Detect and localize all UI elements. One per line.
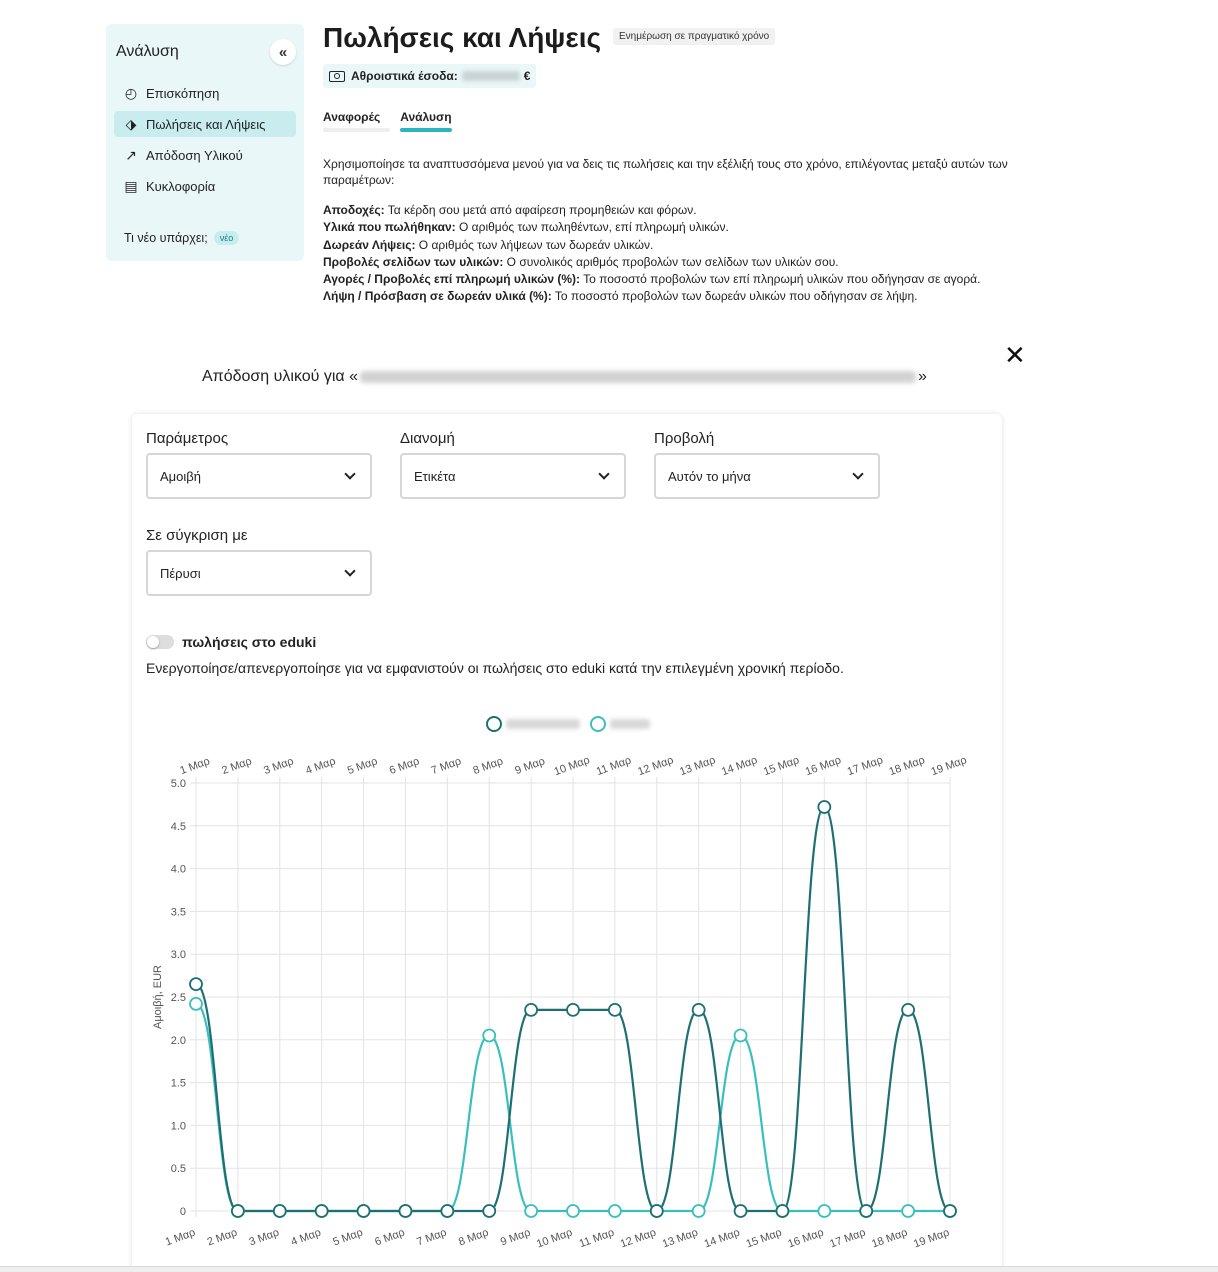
x-tick-label-top: 7 Μαρ xyxy=(429,755,463,778)
x-tick-label-top: 6 Μαρ xyxy=(387,755,422,778)
revenue-currency: € xyxy=(523,69,531,83)
data-point-series-1 xyxy=(399,1205,411,1217)
data-point-series-1 xyxy=(944,1205,956,1217)
y-tick-label: 4.5 xyxy=(170,820,186,833)
x-tick-label-bottom: 9 Μαρ xyxy=(498,1226,533,1249)
definition-text: Το ποσοστό προβολών των επί πληρωμή υλικών που οδήγησαν σε αγορά. xyxy=(580,272,981,287)
x-tick-label-bottom: 1 Μαρ xyxy=(163,1226,198,1249)
live-update-badge: Ενημέρωση σε πραγματικό χρόνο xyxy=(613,28,775,45)
trend-icon: ↗ xyxy=(125,146,137,163)
x-tick-label-top: 8 Μαρ xyxy=(471,755,505,778)
data-point-series-2 xyxy=(483,1030,495,1042)
sidebar-item-label: Κυκλοφορία xyxy=(146,178,216,194)
data-point-series-1 xyxy=(316,1205,328,1217)
x-tick-label-bottom: 6 Μαρ xyxy=(373,1226,407,1249)
y-tick-label: 0 xyxy=(179,1206,186,1218)
x-tick-label-bottom: 18 Μαρ xyxy=(870,1226,910,1251)
data-point-series-1 xyxy=(441,1205,453,1217)
x-tick-label-bottom: 15 Μαρ xyxy=(744,1226,784,1251)
description: Χρησιμοποίησε τα αναπτυσσόμενα μενού για να δεις τις πωλήσεις και την εξέλιξή τους στο χρόνο, επιλέγοντας μεταξύ αυτών των παραμέτρων: xyxy=(323,157,1008,187)
x-tick-label-bottom: 16 Μαρ xyxy=(786,1226,826,1251)
x-tick-label-bottom: 13 Μαρ xyxy=(660,1226,700,1251)
y-tick-label: 2.5 xyxy=(170,992,186,1004)
data-point-series-1 xyxy=(902,1004,914,1016)
data-point-series-1 xyxy=(567,1004,579,1016)
y-tick-label: 0.5 xyxy=(170,1163,186,1176)
data-point-series-1 xyxy=(190,978,202,990)
data-point-series-1 xyxy=(274,1205,286,1217)
sidebar-item-label: Πωλήσεις και Λήψεις xyxy=(146,116,266,132)
x-tick-label-top: 13 Μαρ xyxy=(678,754,718,779)
x-tick-label-top: 5 Μαρ xyxy=(345,755,380,778)
y-tick-label: 1.0 xyxy=(170,1120,186,1133)
definition-term: Αγορές / Προβολές επί πληρωμή υλικών (%): xyxy=(323,272,580,287)
y-tick-label: 4.0 xyxy=(170,863,186,876)
distribution-value: Ετικέτα xyxy=(414,468,456,484)
x-tick-label-bottom: 8 Μαρ xyxy=(457,1226,491,1249)
x-tick-label-top: 1 Μαρ xyxy=(178,755,212,778)
compare-value: Πέρυσι xyxy=(160,565,201,581)
x-tick-label-bottom: 17 Μαρ xyxy=(828,1226,868,1251)
data-point-series-1 xyxy=(483,1205,495,1217)
x-tick-label-top: 10 Μαρ xyxy=(552,754,592,779)
definition-text: Τα κέρδη σου μετά από αφαίρεση προμηθειών και φόρων. xyxy=(384,203,697,217)
tab-analysis[interactable]: Ανάλυση xyxy=(400,110,451,132)
page-title: Πωλήσεις και Λήψεις xyxy=(323,22,602,53)
modal-title-prefix: Απόδοση υλικού για « xyxy=(202,368,358,385)
data-point-series-2 xyxy=(818,1205,830,1217)
data-point-series-2 xyxy=(190,998,202,1010)
modal-title-suffix: » xyxy=(917,368,927,385)
toggle-label: πωλήσεις στο eduki xyxy=(182,634,317,650)
x-tick-label-bottom: 11 Μαρ xyxy=(577,1226,616,1251)
data-point-series-1 xyxy=(651,1205,663,1217)
x-tick-label-top: 15 Μαρ xyxy=(761,754,801,779)
x-tick-label-top: 4 Μαρ xyxy=(304,755,338,778)
y-tick-label: 2.0 xyxy=(170,1034,186,1047)
toggle-description: Ενεργοποίησε/απενεργοποίησε για να εμφανιστούν οι πωλήσεις στο eduki κατά την επιλεγμένη χρονική περίοδο. xyxy=(146,660,844,676)
x-tick-label-top: 17 Μαρ xyxy=(845,754,885,779)
parameter-label: Παράμετρος xyxy=(146,430,229,447)
x-tick-label-top: 14 Μαρ xyxy=(720,754,760,779)
data-point-series-2 xyxy=(609,1205,621,1217)
x-tick-label-top: 12 Μαρ xyxy=(636,754,676,779)
new-badge: νέο xyxy=(214,231,240,245)
x-tick-label-bottom: 2 Μαρ xyxy=(205,1226,239,1249)
sidebar-title: Ανάλυση xyxy=(116,43,179,60)
whats-new-label: Τι νέο υπάρχει; xyxy=(124,231,208,245)
compare-label: Σε σύγκριση με xyxy=(146,527,248,544)
x-tick-label-bottom: 14 Μαρ xyxy=(702,1226,742,1251)
data-point-series-2 xyxy=(525,1205,537,1217)
x-tick-label-top: 19 Μαρ xyxy=(929,754,969,779)
x-tick-label-top: 18 Μαρ xyxy=(887,754,927,779)
definition-term: Δωρεάν Λήψεις: xyxy=(323,237,416,252)
tag-icon: ⬗ xyxy=(125,115,137,132)
traffic-light-icon: ▤ xyxy=(124,177,138,194)
x-tick-label-bottom: 5 Μαρ xyxy=(331,1226,365,1249)
tab-reports[interactable]: Αναφορές xyxy=(323,110,380,132)
data-point-series-1 xyxy=(860,1205,872,1217)
definition-text: Ο συνολικός αριθμός προβολών των σελίδων των υλικών σου. xyxy=(503,254,839,269)
definition-term: Αποδοχές: xyxy=(323,203,385,217)
collapse-sidebar-icon[interactable]: « xyxy=(270,39,296,65)
revenue-label: Αθροιστικά έσοδα: xyxy=(351,69,458,83)
data-point-series-1 xyxy=(358,1205,370,1217)
x-tick-label-top: 11 Μαρ xyxy=(594,754,633,779)
x-tick-label-top: 9 Μαρ xyxy=(513,755,547,778)
data-point-series-1 xyxy=(525,1004,537,1016)
view-value: Αυτόν το μήνα xyxy=(668,468,751,484)
y-tick-label: 3.0 xyxy=(170,949,186,962)
sidebar-item-label: Απόδοση Υλικού xyxy=(146,147,243,163)
x-tick-label-bottom: 12 Μαρ xyxy=(618,1226,658,1251)
distribution-label: Διανομή xyxy=(400,430,455,447)
dashboard-icon: ◴ xyxy=(124,84,138,101)
data-point-series-2 xyxy=(902,1205,914,1217)
x-tick-label-bottom: 3 Μαρ xyxy=(247,1226,281,1249)
definition-text: Ο αριθμός των πωληθέντων, επί πληρωμή υλικών. xyxy=(455,220,729,235)
data-point-series-2 xyxy=(693,1205,705,1217)
parameter-value: Αμοιβή xyxy=(160,468,201,484)
x-tick-label-top: 3 Μαρ xyxy=(262,755,296,778)
data-point-series-1 xyxy=(232,1205,244,1217)
x-tick-label-bottom: 7 Μαρ xyxy=(415,1226,449,1249)
close-icon[interactable]: ✕ xyxy=(1004,340,1026,370)
definition-term: Προβολές σελίδων των υλικών: xyxy=(323,254,504,269)
definition-term: Λήψη / Πρόσβαση σε δωρεάν υλικά (%): xyxy=(323,289,552,304)
definition-text: Ο αριθμός των λήψεων των δωρεάν υλικών. xyxy=(415,237,654,252)
definition-text: Το ποσοστό προβολών των δωρεάν υλικών που οδήγησαν σε λήψη. xyxy=(551,289,918,304)
data-point-series-2 xyxy=(735,1030,747,1042)
data-point-series-1 xyxy=(818,801,830,813)
data-point-series-1 xyxy=(609,1004,621,1016)
y-tick-label: 1.5 xyxy=(170,1077,186,1090)
data-point-series-2 xyxy=(567,1205,579,1217)
sidebar-item-label: Επισκόπηση xyxy=(146,85,220,101)
y-axis-label: Αμοιβή, EUR xyxy=(152,964,164,1030)
y-tick-label: 5.0 xyxy=(170,778,186,790)
x-tick-label-bottom: 10 Μαρ xyxy=(535,1226,575,1251)
data-point-series-1 xyxy=(735,1205,747,1217)
view-label: Προβολή xyxy=(654,430,715,447)
data-point-series-1 xyxy=(693,1004,705,1016)
definition-term: Υλικά που πωλήθηκαν: xyxy=(323,220,456,235)
y-tick-label: 3.5 xyxy=(170,906,186,919)
x-tick-label-top: 16 Μαρ xyxy=(803,754,843,779)
x-tick-label-top: 2 Μαρ xyxy=(220,755,254,778)
bottom-border xyxy=(0,1266,1218,1272)
x-tick-label-bottom: 19 Μαρ xyxy=(912,1226,952,1251)
data-point-series-1 xyxy=(776,1205,788,1217)
x-tick-label-bottom: 4 Μαρ xyxy=(289,1226,323,1249)
